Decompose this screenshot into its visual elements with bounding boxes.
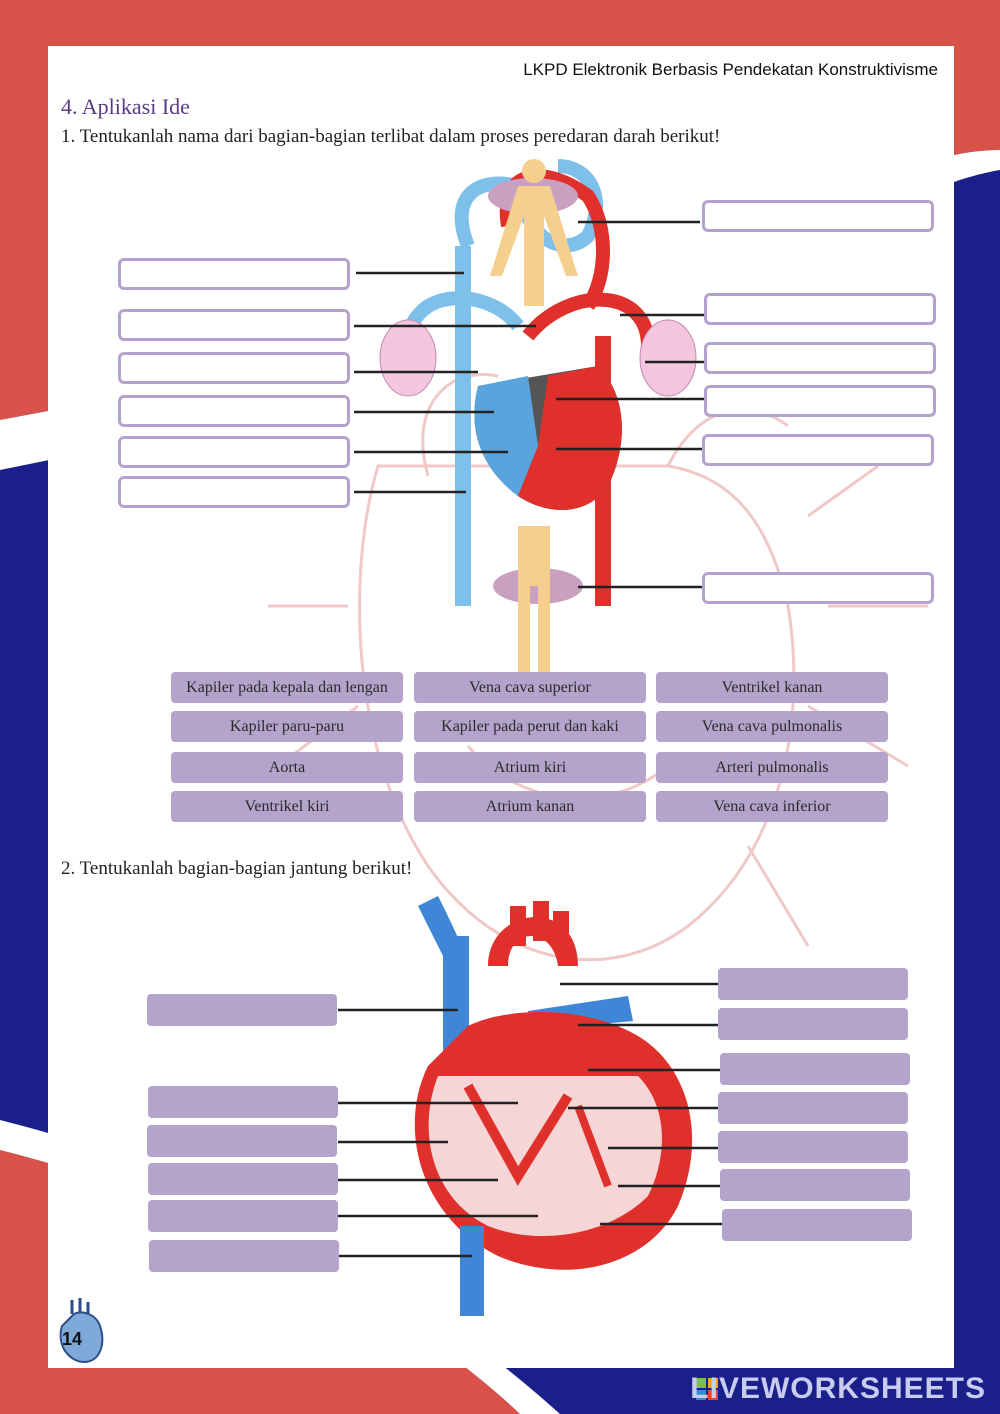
- answer-box-h11[interactable]: [148, 1200, 338, 1232]
- question-2: 2. Tentukanlah bagian-bagian jantung berikut!: [61, 858, 413, 879]
- answer-box-h2[interactable]: [718, 968, 908, 1000]
- word-chip[interactable]: Vena cava inferior: [656, 791, 888, 822]
- answer-box-h4[interactable]: [720, 1053, 910, 1085]
- answer-box-h10[interactable]: [720, 1169, 910, 1201]
- question-1: 1. Tentukanlah nama dari bagian-bagian terlibat dalam proses peredaran darah berikut!: [61, 126, 721, 147]
- answer-box-h5[interactable]: [148, 1086, 338, 1118]
- answer-box-h7[interactable]: [147, 1125, 337, 1157]
- section-title: 4. Aplikasi Ide: [61, 94, 190, 119]
- word-chip[interactable]: Kapiler pada perut dan kaki: [414, 711, 646, 742]
- word-chip[interactable]: Arteri pulmonalis: [656, 752, 888, 783]
- page-number: 14: [62, 1329, 83, 1349]
- word-chip[interactable]: Vena cava superior: [414, 672, 646, 703]
- word-chip[interactable]: Vena cava pulmonalis: [656, 711, 888, 742]
- brand-watermark: LIVEWORKSHEETS: [690, 1372, 986, 1405]
- word-chip[interactable]: Aorta: [171, 752, 403, 783]
- word-chip[interactable]: Ventrikel kiri: [171, 791, 403, 822]
- answer-box-h12[interactable]: [722, 1209, 912, 1241]
- header-title: LKPD Elektronik Berbasis Pendekatan Konstruktivisme: [523, 60, 938, 79]
- word-chip[interactable]: Atrium kiri: [414, 752, 646, 783]
- answer-box-h3[interactable]: [718, 1008, 908, 1040]
- answer-box-h1[interactable]: [147, 994, 337, 1026]
- answer-box-h13[interactable]: [149, 1240, 339, 1272]
- worksheet-page: [48, 46, 954, 1368]
- answer-box-h6[interactable]: [718, 1092, 908, 1124]
- answer-box-h9[interactable]: [148, 1163, 338, 1195]
- word-chip[interactable]: Kapiler pada kepala dan lengan: [171, 672, 403, 703]
- word-chip[interactable]: Atrium kanan: [414, 791, 646, 822]
- word-chip[interactable]: Kapiler paru-paru: [171, 711, 403, 742]
- answer-box-h8[interactable]: [718, 1131, 908, 1163]
- word-chip[interactable]: Ventrikel kanan: [656, 672, 888, 703]
